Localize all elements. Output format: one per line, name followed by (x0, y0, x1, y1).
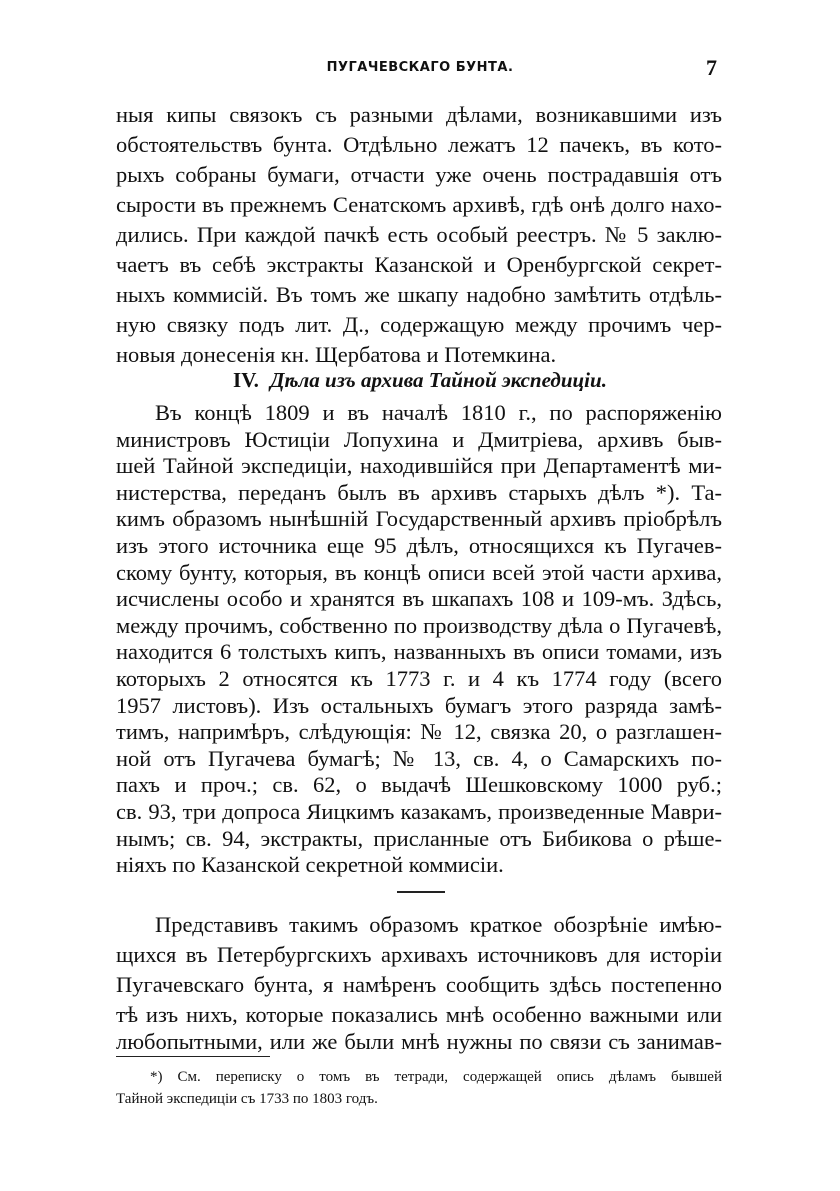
text-line: сырости въ прежнемъ Сенатскомъ архивѣ, гдѣ онѣ долго нахо- (116, 192, 722, 217)
text-line: министровъ Юстиціи Лопухина и Дмитріева, архивъ быв- (116, 426, 722, 452)
text-line: ной отъ Пугачева бумагѣ; № 13, св. 4, о Самарскихъ по- (116, 745, 722, 771)
text-line: тѣ изъ нихъ, которые показались мнѣ особенно важными или (116, 1002, 722, 1027)
text-line: шей Тайной экспедиціи, находившійся при Департаментѣ ми- (116, 453, 722, 479)
text-line: чаетъ въ себѣ экстракты Казанской и Оренбургской секрет- (116, 252, 722, 277)
section-heading (0, 365, 840, 395)
text-line: изъ этого источника еще 95 дѣлъ, относящихся къ Пугачев- (116, 533, 722, 558)
text-line: любопытными, или же были мнѣ нужны по связи съ занимав- (116, 1029, 722, 1054)
text-line: нистерства, переданъ былъ въ архивъ старыхъ дѣлъ *). Та- (116, 479, 722, 505)
text-line: находится 6 толстыхъ кипъ, названныхъ въ описи томами, изъ (116, 639, 722, 665)
section-divider (397, 891, 445, 893)
text-line: кимъ образомъ нынѣшній Государственный архивъ пріобрѣлъ (116, 506, 722, 532)
footnote-line: *) См. переписку о томъ въ тетради, содержащей опись дѣламъ бывшей (150, 1069, 722, 1085)
section-title: Дѣла изъ архива Тайной экспедиціи. (270, 368, 607, 392)
text-line: ную связку подъ лит. Д., содержащую между прочимъ чер- (116, 312, 722, 337)
text-line: рыхъ собраны бумаги, отчасти уже очень пострадавшія отъ (116, 162, 722, 187)
text-line: новыя донесенія кн. Щербатова и Потемкина. (116, 342, 557, 367)
text-line: ныя кипы связокъ съ разными дѣлами, возникавшими изъ (116, 102, 722, 127)
text-line: Пугачевскаго бунта, я намѣренъ сообщить здѣсь постепенно (116, 972, 722, 997)
footnote-line: Тайной экспедиціи съ 1733 по 1803 годъ. (116, 1091, 378, 1107)
text-line: св. 93, три допроса Яицкимъ казакамъ, произведенные Маври- (116, 799, 722, 824)
text-line: между прочимъ, собственно по производству дѣла о Пугачевѣ, (116, 612, 722, 638)
text-line: исчислены особо и хранятся въ шкапахъ 108 и 109-мъ. Здѣсь, (116, 586, 722, 612)
text-line: скому бунту, которыя, въ концѣ описи всей этой части архива, (116, 559, 722, 585)
text-line: ныхъ коммисій. Въ томъ же шкапу надобно замѣтить отдѣль- (116, 282, 722, 307)
running-head: ПУГАЧЕВСКАГО БУНТА. (326, 60, 514, 75)
text-line: дились. При каждой пачкѣ есть особый реестръ. № 5 заклю- (116, 222, 722, 247)
section-number: IV. (233, 368, 259, 392)
text-line: нымъ; св. 94, экстракты, присланные отъ Бибикова о рѣше- (116, 825, 722, 851)
text-line: Представивъ такимъ образомъ краткое обозрѣніе имѣю- (155, 912, 722, 937)
text-line: Въ концѣ 1809 и въ началѣ 1810 г., по распоряженію (155, 400, 722, 425)
page-number: 7 (706, 55, 717, 80)
text-line: щихся въ Петербургскихъ архивахъ источниковъ для исторіи (116, 942, 722, 967)
text-line: ніяхъ по Казанской секретной коммисіи. (116, 852, 504, 878)
text-line: 1957 листовъ). Изъ остальныхъ бумагъ этого разряда замѣ- (116, 692, 722, 718)
text-line: тимъ, напримѣръ, слѣдующія: № 12, связка 20, о разглашен- (116, 719, 722, 745)
text-line: которыхъ 2 относятся къ 1773 г. и 4 къ 1774 году (всего (116, 666, 722, 691)
text-line: пахъ и проч.; св. 62, о выдачѣ Шешковскому 1000 руб.; (116, 772, 722, 798)
footnote-rule (116, 1056, 270, 1057)
text-line: обстоятельствъ бунта. Отдѣльно лежатъ 12 пачекъ, въ кото- (116, 132, 722, 157)
